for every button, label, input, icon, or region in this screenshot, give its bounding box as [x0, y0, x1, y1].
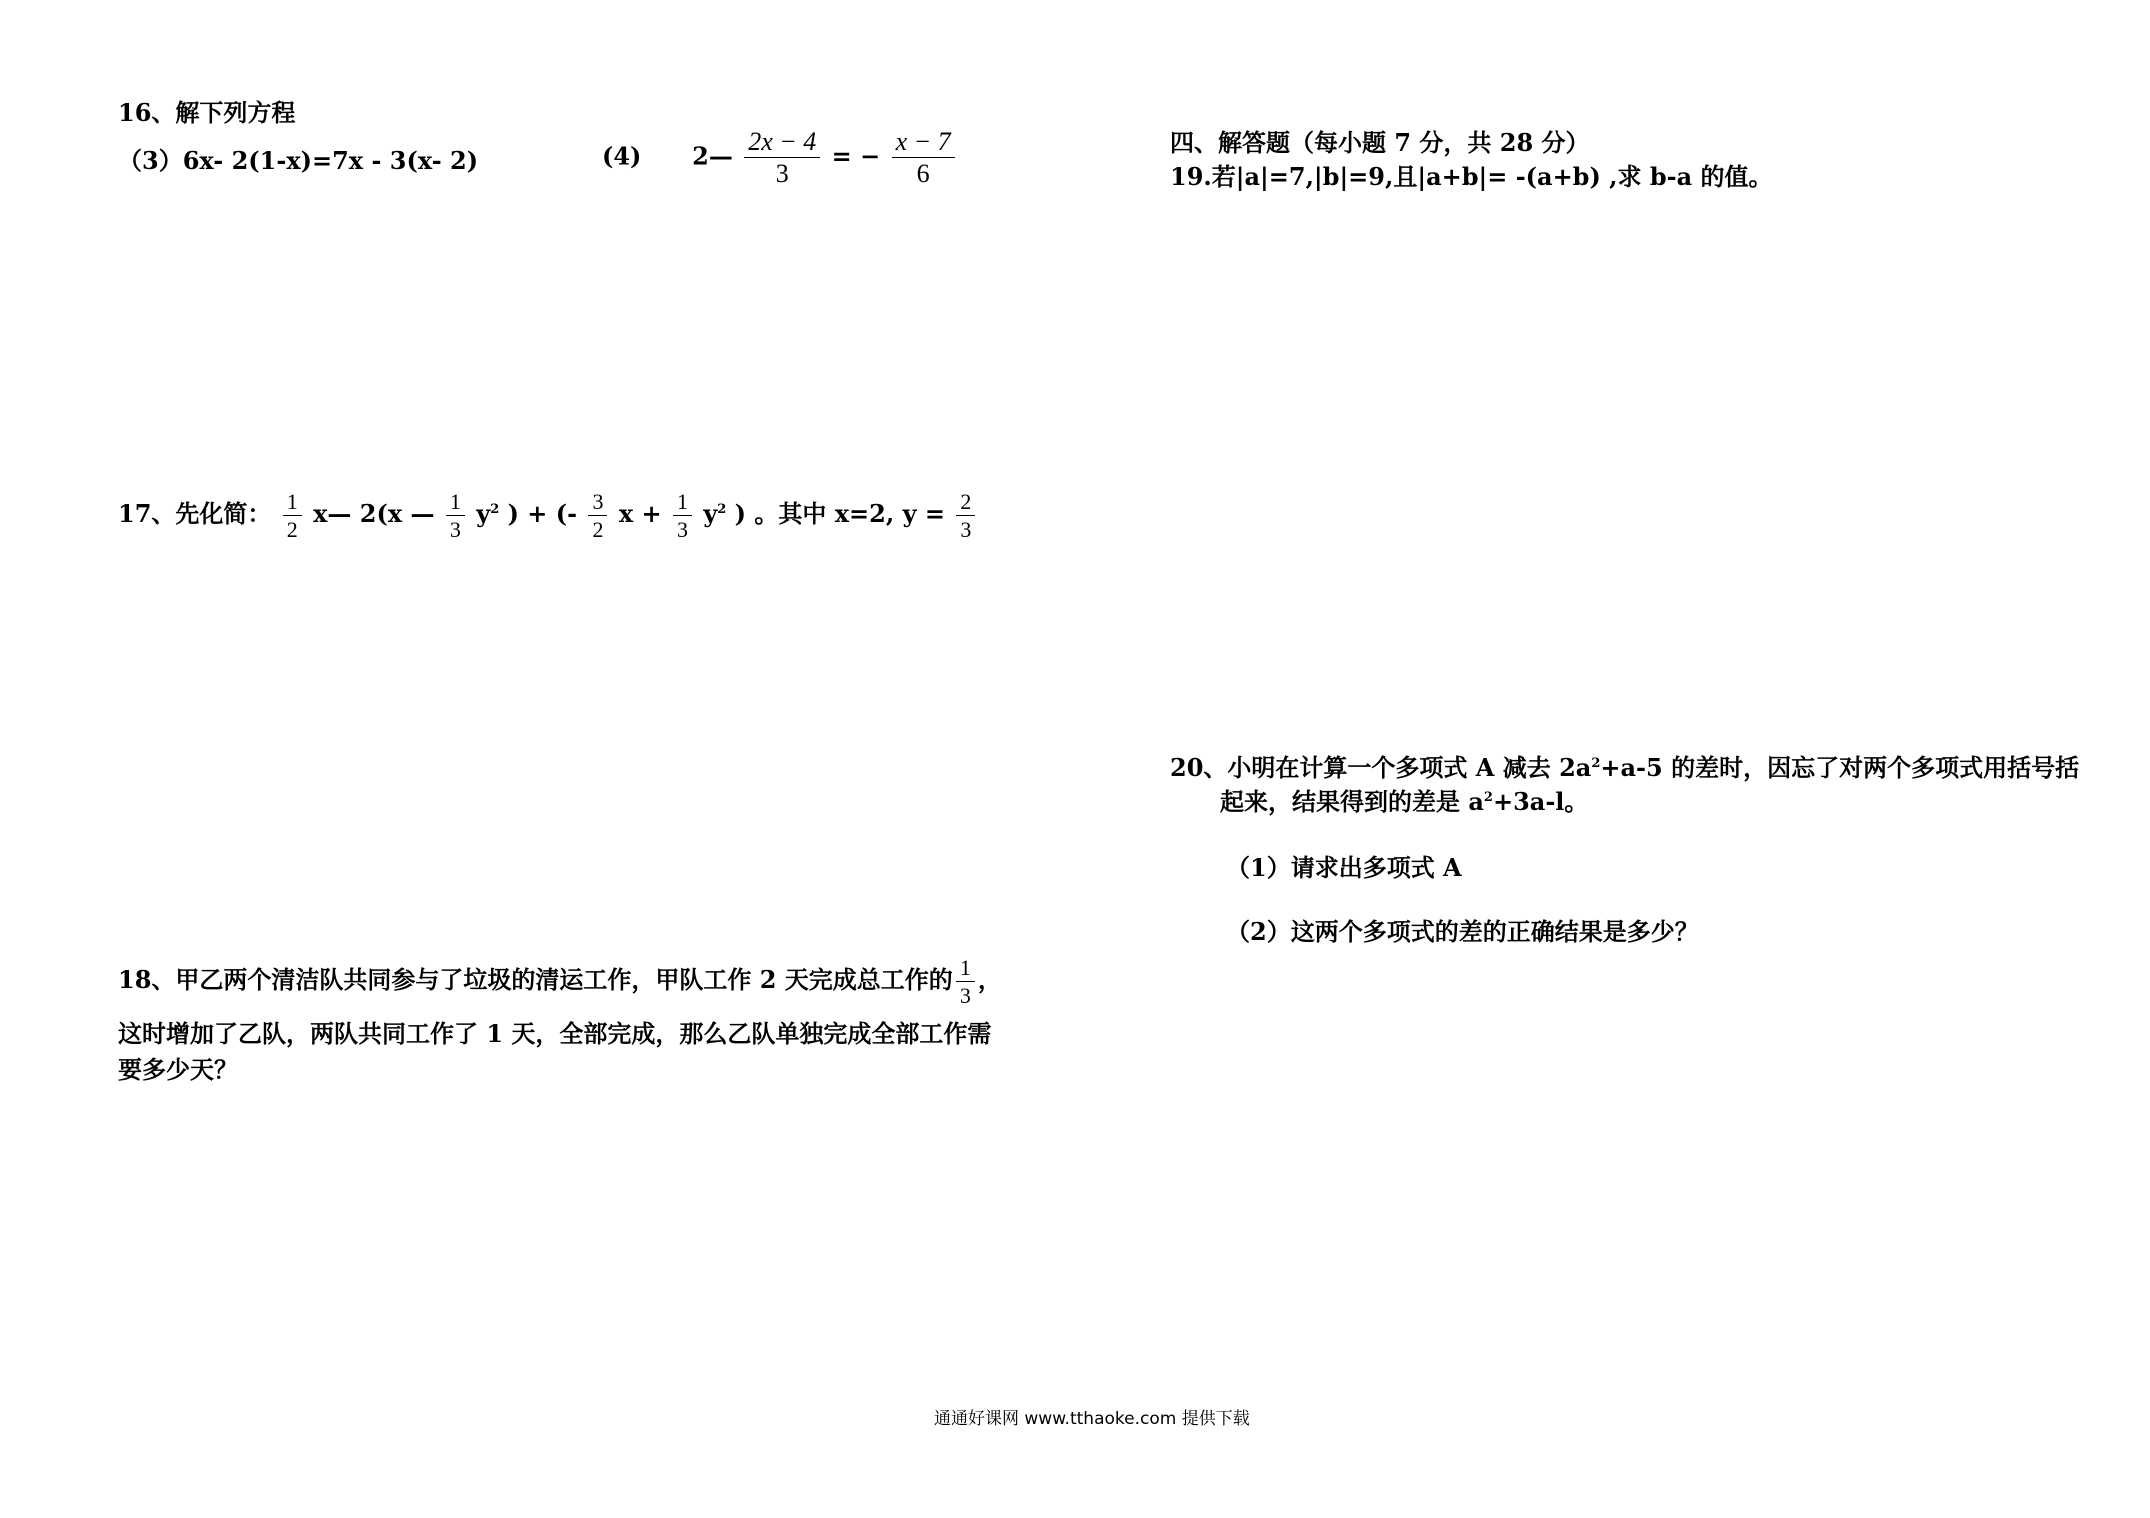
fraction-numerator: 2 [956, 490, 975, 516]
q16-part4-fraction-2 [892, 128, 955, 188]
q17-term-4: x + [618, 499, 662, 529]
q18-line-3: 要多少天？ [118, 1055, 238, 1084]
fraction-denominator: 6 [916, 159, 930, 189]
q17-fraction-5 [956, 490, 975, 541]
exponent: 2 [1483, 790, 1493, 805]
q17-label: 17、先化简： [118, 499, 272, 529]
fraction-denominator: 2 [592, 517, 604, 543]
exponent: 2 [1591, 756, 1601, 771]
fraction-numerator: 1 [956, 956, 975, 982]
fraction-denominator: 3 [959, 983, 971, 1009]
fraction-denominator: 3 [676, 517, 688, 543]
q17-fraction-1 [283, 490, 302, 541]
q17-fraction-3 [588, 490, 607, 541]
fraction-numerator: x − 7 [892, 128, 955, 158]
q19: 19.若|a|=7,|b|=9,且|a+b|= -(a+b) ,求 b-a 的值。 [1170, 162, 1773, 191]
q16-part4-label: (4) [602, 141, 642, 171]
q20-sub-2: （2）这两个多项式的差的正确结果是多少？ [1226, 917, 1699, 946]
q16-part4 [602, 128, 958, 188]
q20-sub-1: （1）请求出多项式 A [1226, 853, 1462, 882]
q16-part4-equals: = − [831, 141, 881, 171]
q17-term-6: ) 。其中 x=2, y = [734, 499, 945, 529]
fraction-denominator: 3 [449, 517, 461, 543]
q20-line-1: 20、小明在计算一个多项式 A 减去 $2a^2+a-5$ 的差时，因忘了对两个多项式用括号括 [1170, 753, 2080, 782]
q16-part4-lead: 2— [692, 141, 733, 171]
q17-expression [118, 490, 978, 541]
q17-term-1: x— 2(x — [313, 499, 435, 529]
q17-term-2: $y^2$ [476, 499, 500, 529]
fraction-numerator: 1 [283, 490, 302, 516]
q16-part3: （3）6x- 2(1-x)=7x - 3(x- 2) [118, 146, 479, 175]
fraction-numerator: 2x − 4 [744, 128, 820, 158]
fraction-denominator: 3 [775, 159, 789, 189]
exponent: 2 [717, 502, 727, 518]
q17-term-3: ) + (- [507, 499, 578, 529]
q17-fraction-2 [446, 490, 465, 541]
fraction-numerator: 1 [673, 490, 692, 516]
q16-part4-fraction-1 [744, 128, 820, 188]
exponent: 2 [490, 502, 500, 518]
fraction-numerator: 1 [446, 490, 465, 516]
q18-line-2: 这时增加了乙队，两队共同工作了 1 天，全部完成，那么乙队单独完成全部工作需 [118, 1019, 992, 1048]
section-title: 四、解答题（每小题 7 分，共 28 分） [1170, 128, 1590, 157]
q17-fraction-4 [673, 490, 692, 541]
fraction-numerator: 3 [588, 490, 607, 516]
fraction-denominator: 2 [286, 517, 298, 543]
q17-term-5: $y^2$ [703, 499, 727, 529]
q16-title: 16、解下列方程 [118, 98, 296, 127]
page-footer: 通通好课网 www.tthaoke.com 提供下载 [934, 1409, 1250, 1429]
fraction-denominator: 3 [960, 517, 972, 543]
q18-line-1: 18、甲乙两个清洁队共同参与了垃圾的清运工作，甲队工作 2 天完成总工作的 $\frac{1}{3}$ ， [118, 955, 1002, 1009]
q18-fraction [956, 956, 975, 1007]
q20-line-2: 起来，结果得到的差是 $a^2+3a-l$。 [1220, 787, 1589, 816]
